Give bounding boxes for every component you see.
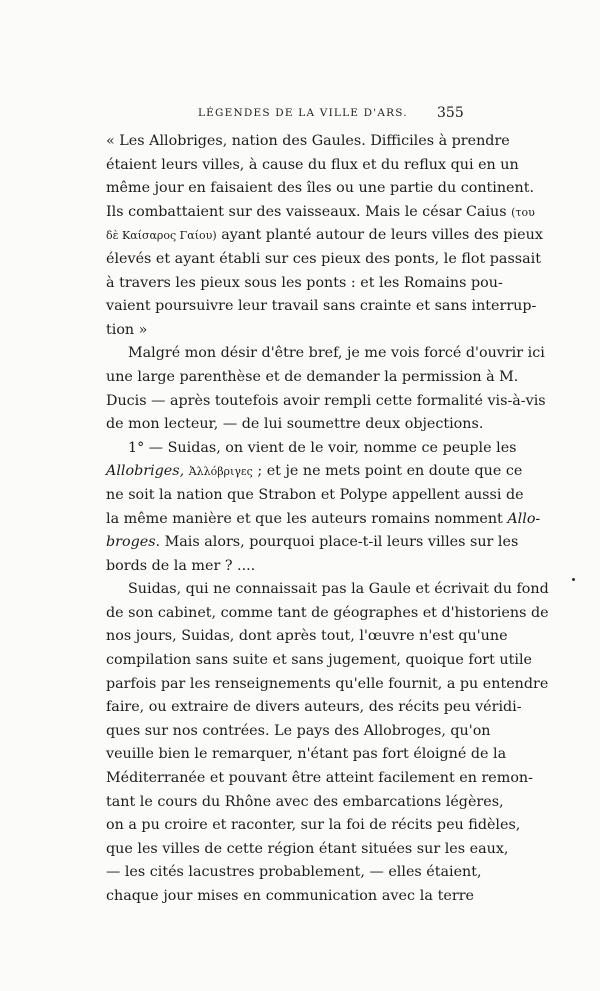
text-segment: . Mais alors, pourquoi place-t-il leurs villes sur les xyxy=(155,534,519,551)
text-line: tant le cours du Rhône avec des embarcations légères, xyxy=(106,793,504,810)
text-line: Malgré mon désir d'être bref, je me vois forcé d'ouvrir ici xyxy=(128,345,545,362)
text-line: de mon lecteur, — de lui soumettre deux objections. xyxy=(106,416,484,433)
text-line: veuille bien le remarquer, n'étant pas fort éloigné de la xyxy=(106,746,507,763)
text-line: ne soit la nation que Strabon et Polype appellent aussi de xyxy=(106,486,524,503)
greek-text: Ἀλλόβριγες xyxy=(188,465,253,479)
text-line xyxy=(106,224,543,248)
text-line: — les cités lacustres probablement, — elles étaient, xyxy=(106,864,482,881)
text-line: élevés et ayant établi sur ces pieux des ponts, le flot passait xyxy=(106,250,541,267)
italic-text: Allo- xyxy=(507,510,541,527)
text-line: Suidas, qui ne connaissait pas la Gaule et écrivait du fond xyxy=(128,581,549,598)
text-line: chaque jour mises en communication avec la terre xyxy=(106,888,474,904)
margin-dot xyxy=(572,578,575,581)
text-line: faire, ou extraire de divers auteurs, des récits peu véridi- xyxy=(106,699,522,716)
text-line xyxy=(106,508,541,532)
greek-text: δὲ Καίσαρος Γαίου) xyxy=(106,229,217,243)
text-line: tion » xyxy=(106,321,148,338)
text-line xyxy=(106,460,523,484)
body-text xyxy=(106,130,549,909)
text-line: ques sur nos contrées. Le pays des Allobroges, qu'on xyxy=(106,722,491,739)
text-line: on a pu croire et raconter, sur la foi de récits peu fidèles, xyxy=(106,817,521,834)
text-segment: la même manière et que les auteurs romains nomment xyxy=(106,510,503,527)
text-line xyxy=(106,201,535,225)
text-line xyxy=(106,531,519,555)
text-segment: Ils combattaient sur des vaisseaux. Mais le césar Caius xyxy=(106,203,507,220)
text-line: même jour en faisaient des îles ou une partie du continent. xyxy=(106,180,535,197)
text-line: de son cabinet, comme tant de géographes et d'historiens de xyxy=(106,604,549,621)
text-line: une large parenthèse et de demander la permission à M. xyxy=(106,368,519,385)
text-line: compilation sans suite et sans jugement, quoique fort utile xyxy=(106,652,532,669)
text-line: étaient leurs villes, à cause du flux et du reflux qui en un xyxy=(106,156,519,173)
greek-text: (του xyxy=(511,205,535,219)
italic-text: Allobriges, xyxy=(106,463,185,480)
italic-text: broges xyxy=(106,534,156,551)
text-line: Ducis — après toutefois avoir rempli cette formalité vis-à-vis xyxy=(106,392,546,409)
text-segment: ayant planté autour de leurs villes des pieux xyxy=(221,227,543,244)
text-line: que les villes de cette région étant situées sur les eaux, xyxy=(106,840,509,857)
text-line: à travers les pieux sous les ponts : et les Romains pou- xyxy=(106,274,503,291)
text-segment: ; et je ne mets point en doute que ce xyxy=(257,463,523,480)
text-line: 1° — Suidas, on vient de le voir, nomme ce peuple les xyxy=(128,439,517,456)
text-line: parfois par les renseignements qu'elle fournit, a pu entendre xyxy=(106,675,549,692)
text-line: bords de la mer ? .... xyxy=(106,557,256,574)
text-line: « Les Allobriges, nation des Gaules. Difficiles à prendre xyxy=(106,133,510,149)
running-title: LÉGENDES DE LA VILLE D'ARS. xyxy=(198,107,408,119)
text-line: nos jours, Suidas, dont après tout, l'œuvre n'est qu'une xyxy=(106,628,508,645)
page-number: 355 xyxy=(437,105,464,121)
text-line: vaient poursuivre leur travail sans crainte et sans interrup- xyxy=(106,298,537,315)
text-line: Méditerranée et pouvant être atteint facilement en remon- xyxy=(106,770,533,787)
